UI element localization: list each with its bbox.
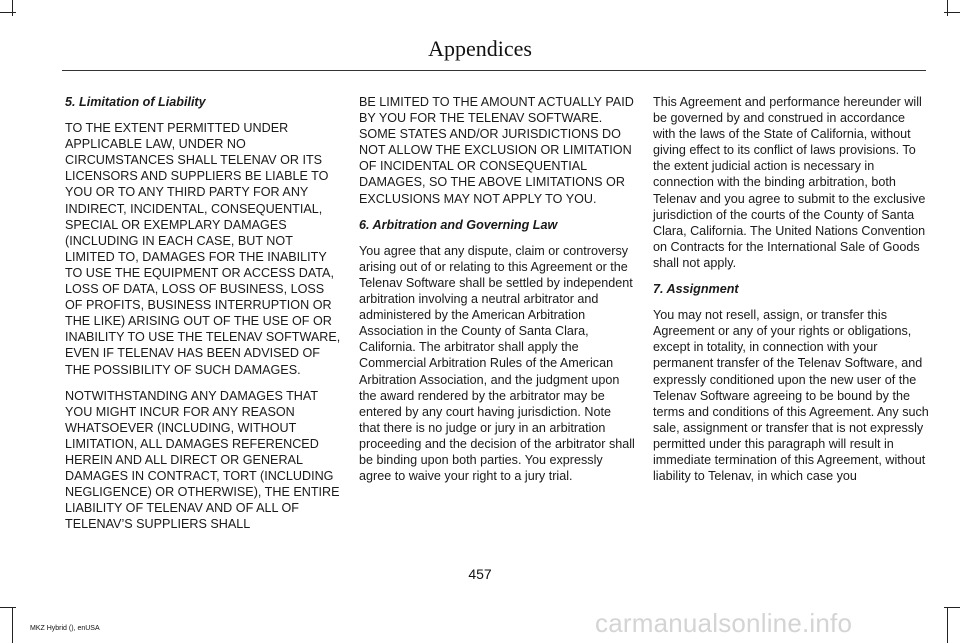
crop-mark-bottom-left-v (12, 607, 13, 643)
page-number: 457 (468, 566, 492, 582)
section-heading: 5. Limitation of Liability (65, 95, 206, 109)
text-column-2 (359, 94, 635, 494)
body-paragraph: TO THE EXTENT PERMITTED UNDER APPLICABLE LAW, UNDER NO CIRCUMSTANCES SHALL TELENAV OR ITS LICENSORS AND SUPPLIERS BE LIABLE TO YOU OR TO ANY THIRD PARTY FOR ANY INDIRECT, INCIDENTAL, CONSEQUENTIAL, SPECIAL OR EXEMPLARY DAMAGES (INCLUDING IN EACH CASE, BUT NOT LIMITED TO, DAMAGES FOR THE INABILITY TO USE THE EQUIPMENT OR ACCESS DATA, LOSS OF DATA, LOSS OF BUSINESS, LOSS OF PROFITS, BUSINESS INTERRUPTION OR THE LIKE) ARISING OUT OF THE USE OF OR INABILITY TO USE THE TELENAV SOFTWARE, EVEN IF TELENAV HAS BEEN ADVISED OF THE POSSIBILITY OF SUCH DAMAGES. (65, 121, 341, 377)
body-paragraph: You agree that any dispute, claim or controversy arising out of or relating to this Agreement or the Telenav Software shall be settled by independent arbitration involving a neutral arbitrator and administered by the American Arbitration Association in the County of Santa Clara, California. The arbitrator shall apply the Commercial Arbitration Rules of the American Arbitration Association, and the judgment upon the award rendered by the arbitrator may be entered by any court having jurisdiction. Note that there is no judge or jury in an arbitration proceeding and the decision of the arbitrator shall be binding upon both parties. You expressly agree to waive your right to a jury trial. (359, 243, 635, 484)
text-column-1 (65, 94, 341, 542)
body-paragraph: You may not resell, assign, or transfer this Agreement or any of your rights or obligations, except in totality, in connection with your permanent transfer of the Telenav Software, and expressly conditioned upon the new user of the Telenav Software agreeing to be bound by the terms and conditions of this Agreement. Any such sale, assignment or transfer that is not expressly permitted under this paragraph will result in immediate termination of this Agreement, without liability to Telenav, in which case you (653, 308, 929, 484)
body-paragraph: BE LIMITED TO THE AMOUNT ACTUALLY PAID BY YOU FOR THE TELENAV SOFTWARE. SOME STATES AND/OR JURISDICTIONS DO NOT ALLOW THE EXCLUSION OR LIMITATION OF INCIDENTAL OR CONSEQUENTIAL DAMAGES, SO THE ABOVE LIMITATIONS OR EXCLUSIONS MAY NOT APPLY TO YOU. (359, 95, 634, 206)
crop-mark-top-right-v (947, 0, 948, 16)
crop-mark-top-left-h (0, 12, 16, 13)
crop-mark-bottom-left-h (0, 607, 16, 608)
section-heading: 6. Arbitration and Governing Law (359, 217, 558, 232)
section-heading: 7. Assignment (653, 282, 739, 297)
crop-mark-top-left-v (12, 0, 13, 16)
page-title: Appendices (428, 36, 532, 61)
crop-mark-bottom-right-v (947, 607, 948, 643)
body-paragraph: NOTWITHSTANDING ANY DAMAGES THAT YOU MIGHT INCUR FOR ANY REASON WHATSOEVER (INCLUDING, WITHOUT LIMITATION, ALL DAMAGES REFERENCED HEREIN AND ALL DIRECT OR GENERAL DAMAGES IN CONTRACT, TORT (INCLUDING NEGLIGENCE) OR OTHERWISE), THE ENTIRE LIABILITY OF TELENAV AND OF ALL OF TELENAV’S SUPPLIERS SHALL (65, 388, 340, 532)
watermark-logo-text: carmanualsonline.info (595, 608, 853, 638)
body-paragraph: This Agreement and performance hereunder will be governed by and construed in accordance with the laws of the State of California, without giving effect to its conflict of laws provisions. To the extent judicial action is necessary in connection with the binding arbitration, both Telenav and you agree to submit to the exclusive jurisdiction of the courts of the County of Santa Clara, California. The United Nations Convention on Contracts for the International Sale of Goods shall not apply. (653, 95, 926, 270)
text-column-3 (653, 94, 929, 494)
header-divider (62, 70, 926, 71)
footer-model-label: MKZ Hybrid (), enUSA (30, 625, 100, 632)
